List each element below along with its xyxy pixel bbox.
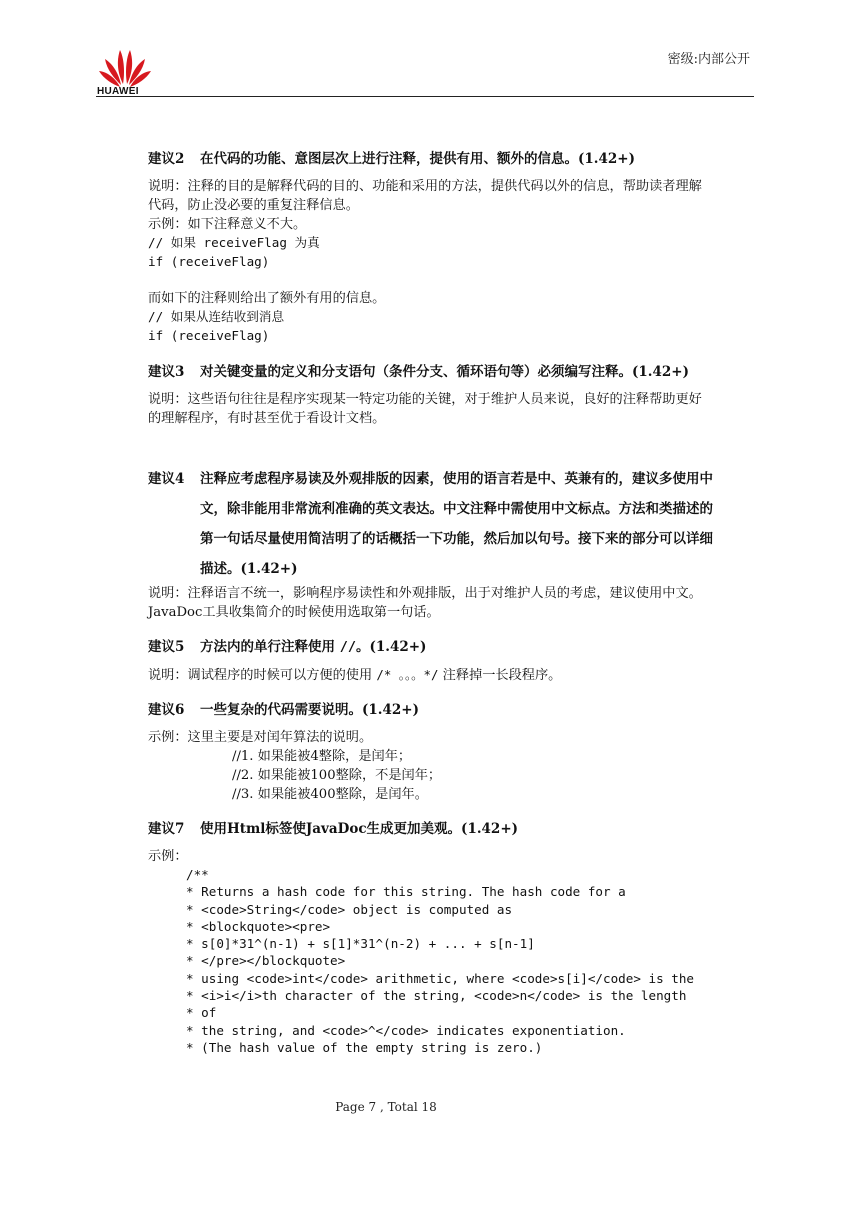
logo-wordmark: HUAWEI xyxy=(97,86,139,97)
code-line: * using <code>int</code> arithmetic, where <code>s[i]</code> is the xyxy=(186,970,694,986)
code-line: * Returns a hash code for this string. The hash code for a xyxy=(186,884,626,900)
rule-5-desc-pre: 说明：调试程序的时候可以方便的使用 xyxy=(148,668,377,683)
rule-7-number: 建议7 xyxy=(148,821,185,837)
code-line: * of xyxy=(186,1005,217,1021)
header-divider xyxy=(96,96,754,97)
rule-6-example-label: 示例：这里主要是对闰年算法的说明。 xyxy=(148,730,373,745)
rule-2-title xyxy=(148,150,790,169)
list-item: //1. 如果能被4整除，是闰年； xyxy=(232,749,412,764)
rule-2-example-label: 示例：如下注释意义不大。 xyxy=(148,217,307,232)
rule-4-desc-line-1: 说明：注释语言不统一，影响程序易读性和外观排版，出于对维护人员的考虑，建议使用中文。 xyxy=(148,586,702,601)
rule-3-title xyxy=(148,363,790,382)
code-line: * s[0]*31^(n-1) + s[1]*31^(n-2) + ... + s[n-1] xyxy=(186,936,535,952)
rule-3-heading: 对关键变量的定义和分支语句（条件分支、循环语句等）必须编写注释。(1.42+) xyxy=(200,364,689,380)
rule-6-title xyxy=(148,701,790,720)
rule-4-title xyxy=(148,464,790,584)
code-line: * (The hash value of the empty string is zero.) xyxy=(186,1039,543,1055)
rule-2-useful-intro: 而如下的注释则给出了额外有用的信息。 xyxy=(148,291,386,306)
rule-2-code-2-line-2: if (receiveFlag) xyxy=(148,327,270,343)
rule-4-desc-line-2: JavaDoc工具收集简介的时候使用选取第一句话。 xyxy=(148,605,440,620)
rule-5-desc-code: /* 。。。*/ xyxy=(376,667,439,682)
rule-5-desc xyxy=(148,665,790,685)
rule-5-desc-post: 注释掉一长段程序。 xyxy=(438,668,562,683)
code-line: * <i>i</i>th character of the string, <code>n</code> is the length xyxy=(186,988,687,1004)
rule-3-number: 建议3 xyxy=(148,364,185,380)
page-footer xyxy=(0,1100,868,1114)
rule-6-comment-list xyxy=(148,747,790,804)
rule-4-heading-line-4: 描述。(1.42+) xyxy=(200,561,298,577)
rule-4-heading-line-3: 第一句话尽量使用简洁明了的话概括一下功能，然后加以句号。接下来的部分可以详细 xyxy=(200,531,713,547)
rule-2-code-1-line-2: if (receiveFlag) xyxy=(148,253,270,269)
rule-4-heading-line-2: 文，除非能用非常流利准确的英文表达。中文注释中需使用中文标点。方法和类描述的 xyxy=(200,501,713,517)
code-line: * <code>String</code> object is computed as xyxy=(186,901,513,917)
rule-4-heading-line-1: 注释应考虑程序易读及外观排版的因素，使用的语言若是中、英兼有的，建议多使用中 xyxy=(200,471,713,487)
code-line: * <blockquote><pre> xyxy=(186,918,331,934)
rule-2-number: 建议2 xyxy=(148,151,185,167)
rule-7-heading: 使用Html标签使JavaDoc生成更加美观。(1.42+) xyxy=(200,821,519,837)
code-line: * the string, and <code>^</code> indicates exponentiation. xyxy=(186,1022,626,1038)
rule-2-code-1-line-1: // 如果 receiveFlag 为真 xyxy=(148,235,320,250)
list-item: //2. 如果能被100整除，不是闰年； xyxy=(232,768,442,783)
rule-2-desc-line-2: 代码，防止没必要的重复注释信息。 xyxy=(148,198,359,213)
rule-2-code-2-line-1: // 如果从连结收到消息 xyxy=(148,309,285,324)
rule-3-desc-line-2: 的理解程序，有时甚至优于看设计文档。 xyxy=(148,411,386,426)
rule-4-number: 建议4 xyxy=(148,471,185,487)
rule-5-number: 建议5 xyxy=(148,639,185,655)
rule-5-title xyxy=(148,638,790,657)
rule-3-desc-line-1: 说明：这些语句往往是程序实现某一特定功能的关键，对于维护人员来说，良好的注释帮助更好 xyxy=(148,392,702,407)
rule-5-heading: 方法内的单行注释使用 xyxy=(200,639,340,655)
rule-7-title xyxy=(148,820,790,839)
rule-5-heading-code: // xyxy=(339,639,356,655)
classification-label: 密级:内部公开 xyxy=(667,52,750,67)
list-item: //3. 如果能被400整除，是闰年。 xyxy=(232,787,428,802)
rule-2-desc-line-1: 说明：注释的目的是解释代码的目的、功能和采用的方法，提供代码以外的信息，帮助读者理解 xyxy=(148,179,702,194)
rule-6-heading: 一些复杂的代码需要说明。(1.42+) xyxy=(200,702,419,718)
rule-7-code-block xyxy=(148,866,790,1056)
rule-6-number: 建议6 xyxy=(148,702,185,718)
rule-2-heading: 在代码的功能、意图层次上进行注释，提供有用、额外的信息。(1.42+) xyxy=(200,151,635,167)
code-line: /** xyxy=(186,867,209,882)
page-number: Page 7 , Total 18 xyxy=(335,1100,437,1114)
document-body xyxy=(148,148,790,1056)
rule-7-example-label: 示例： xyxy=(148,849,188,864)
code-line: * </pre></blockquote> xyxy=(186,953,346,969)
rule-5-heading-suffix: 。(1.42+) xyxy=(355,639,427,655)
